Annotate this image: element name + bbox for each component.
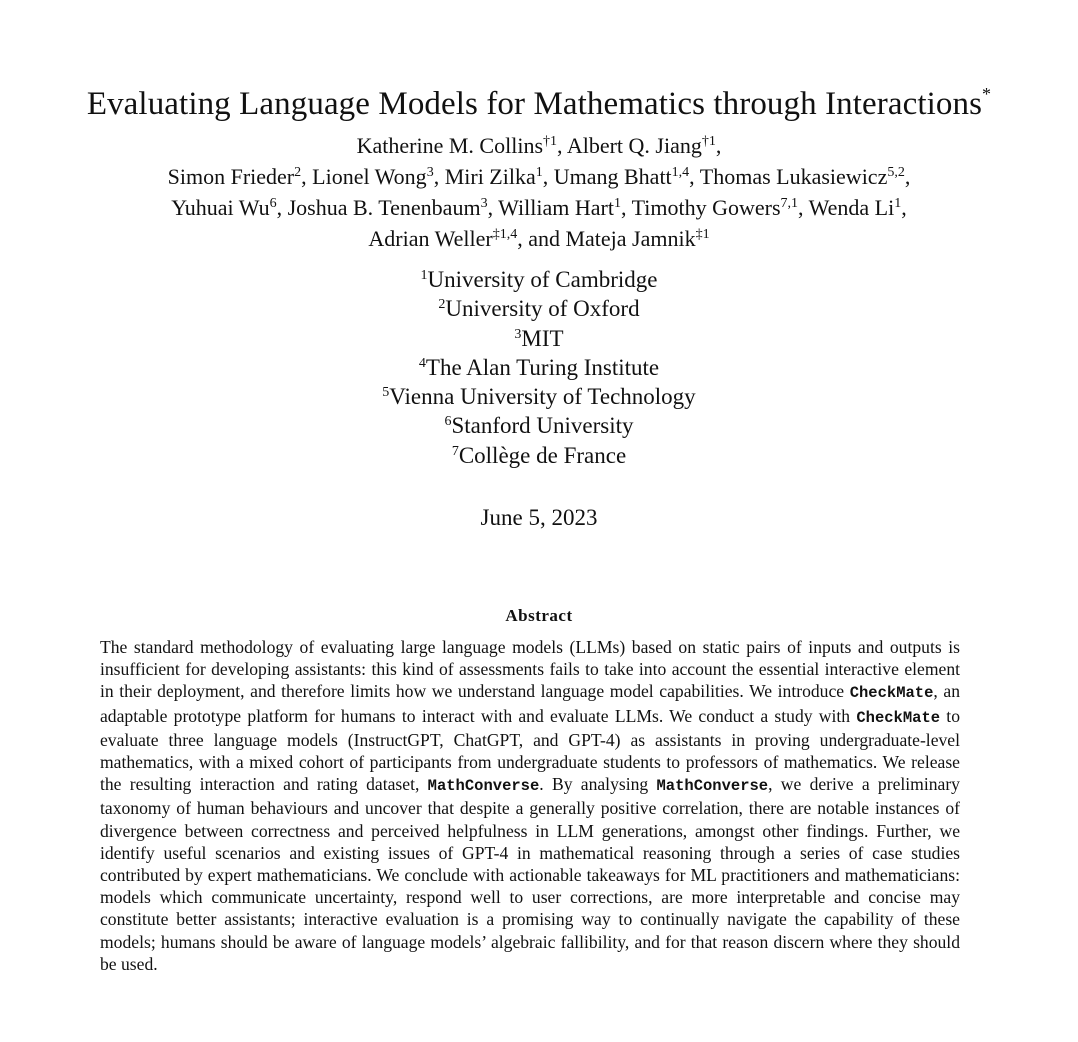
abstract-text: , an adaptable prototype platform for humans to interact with and evaluate LLMs. We conduct a study with — [100, 681, 960, 726]
author-affil-mark: 3 — [426, 165, 434, 180]
author-separator: , — [542, 164, 554, 189]
author: Yuhuai Wu — [171, 195, 270, 220]
title-footnote-mark: * — [982, 84, 992, 105]
author-line-2 — [0, 161, 1078, 192]
author-separator: , — [620, 195, 632, 220]
author: Thomas Lukasiewicz — [699, 164, 888, 189]
author: Simon Frieder — [167, 164, 295, 189]
author-separator: , — [798, 195, 809, 220]
author-affil-mark: 6 — [269, 196, 277, 211]
author: Timothy Gowers — [631, 195, 781, 220]
author-affil-mark: 1,4 — [671, 165, 690, 180]
author-affil-mark: 5,2 — [887, 165, 905, 180]
author-separator: , — [901, 195, 907, 220]
abstract-heading: Abstract — [505, 606, 573, 625]
author-affil-mark: 1 — [535, 165, 543, 180]
affiliation-mark: 5 — [382, 385, 390, 401]
author: Umang Bhatt — [553, 164, 672, 189]
affiliation-mark: 2 — [438, 297, 446, 313]
author-separator: , — [433, 164, 445, 189]
author-affil-mark: 7,1 — [780, 196, 799, 211]
affiliation-name: University of Cambridge — [427, 267, 658, 292]
author-affil-mark: †1 — [701, 134, 716, 149]
author: Albert Q. Jiang — [566, 133, 702, 158]
author-affil-mark: 1 — [894, 196, 902, 211]
affiliation-name: University of Oxford — [445, 296, 640, 322]
affiliation-mark: 4 — [418, 355, 426, 371]
affiliation-name: Collège de France — [458, 442, 627, 468]
author-affil-mark: ‡1 — [695, 227, 710, 242]
abstract-text: The standard methodology of evaluating large language models (LLMs) based on static pairs of inputs and outputs is insufficient for developing assistants: this kind of assessments fails to take into account the essential interactive element in their deployment, and therefore limits how we understand language model capabilities. We introduce — [100, 637, 960, 702]
author-affil-mark: 2 — [294, 165, 302, 180]
affiliation — [0, 411, 1078, 440]
affiliation — [0, 382, 1078, 411]
author: William Hart — [498, 195, 614, 220]
author: Joshua B. Tenenbaum — [287, 195, 481, 220]
affiliation-mark: 1 — [420, 268, 428, 283]
author-line-1 — [0, 130, 1078, 161]
author-separator: , — [557, 133, 567, 158]
author-separator: , — [517, 226, 529, 251]
author-affil-mark: 3 — [480, 196, 488, 211]
paper-title — [0, 84, 1078, 123]
affiliation-list — [0, 265, 1078, 470]
author-separator: , — [904, 164, 911, 189]
affiliation — [0, 441, 1078, 470]
abstract-body — [100, 636, 960, 975]
author: Adrian Weller — [368, 226, 493, 251]
author-separator: , — [487, 195, 499, 220]
dataset-name-mathconverse: MathConverse — [656, 777, 769, 796]
affiliation-mark: 3 — [514, 326, 522, 342]
author-separator: , — [276, 195, 288, 220]
publication-date: June 5, 2023 — [480, 505, 598, 530]
affiliation-mark: 6 — [444, 414, 452, 430]
author-affil-mark: 1 — [613, 196, 621, 211]
abstract-text: . By analysing — [539, 774, 657, 795]
author: and Mateja Jamnik — [528, 226, 696, 251]
affiliation-name: Stanford University — [451, 413, 634, 439]
dataset-name-mathconverse: MathConverse — [427, 777, 540, 796]
affiliation-name: MIT — [521, 325, 564, 351]
author: Katherine M. Collins — [356, 133, 544, 158]
author-separator: , — [715, 133, 722, 158]
system-name-checkmate: CheckMate — [856, 708, 941, 727]
abstract-text: , we derive a preliminary taxonomy of human behaviours and uncover that despite a generally positive correlation, there are notable instances of divergence between correctness and perceived helpfulness in LLM generations, amongst other findings. Further, we identify useful scenarios and existing issues of GPT-4 in mathematical reasoning through a series of case studies contributed by expert mathematicians. We conclude with actionable takeaways for ML practitioners and mathematicians: models which communicate uncertainty, respond well to user corrections, are more interpretable and concise may constitute better assistants; interactive evaluation is a promising way to continually navigate the capability of these models; humans should be aware of language models’ algebraic fallibility, and for that reason discern where they should be used. — [100, 774, 960, 974]
author: Miri Zilka — [444, 164, 536, 189]
affiliation — [0, 353, 1078, 382]
author-affil-mark: †1 — [543, 134, 558, 149]
affiliation — [0, 265, 1078, 294]
author: Wenda Li — [808, 195, 895, 220]
author-separator: , — [301, 164, 313, 189]
author-separator: , — [689, 164, 700, 189]
paper-title-text: Evaluating Language Models for Mathematics through Interactions — [86, 86, 983, 123]
author-line-3 — [0, 192, 1078, 223]
abstract-text: to evaluate three language models (InstructGPT, ChatGPT, and GPT-4) as assistants in proving undergraduate-level mathematics, with a mixed cohort of participants from undergraduate students to professors of mathematics. We release the resulting interaction and rating dataset, — [100, 705, 960, 795]
affiliation-mark: 7 — [451, 443, 459, 459]
affiliation — [0, 324, 1078, 353]
affiliation-name: Vienna University of Technology — [389, 384, 696, 410]
author-list — [0, 130, 1078, 254]
affiliation — [0, 294, 1078, 323]
affiliation-name: The Alan Turing Institute — [425, 354, 660, 380]
author-affil-mark: ‡1,4 — [492, 227, 518, 242]
author: Lionel Wong — [312, 164, 427, 189]
author-line-4 — [0, 223, 1078, 254]
system-name-checkmate: CheckMate — [849, 684, 934, 703]
